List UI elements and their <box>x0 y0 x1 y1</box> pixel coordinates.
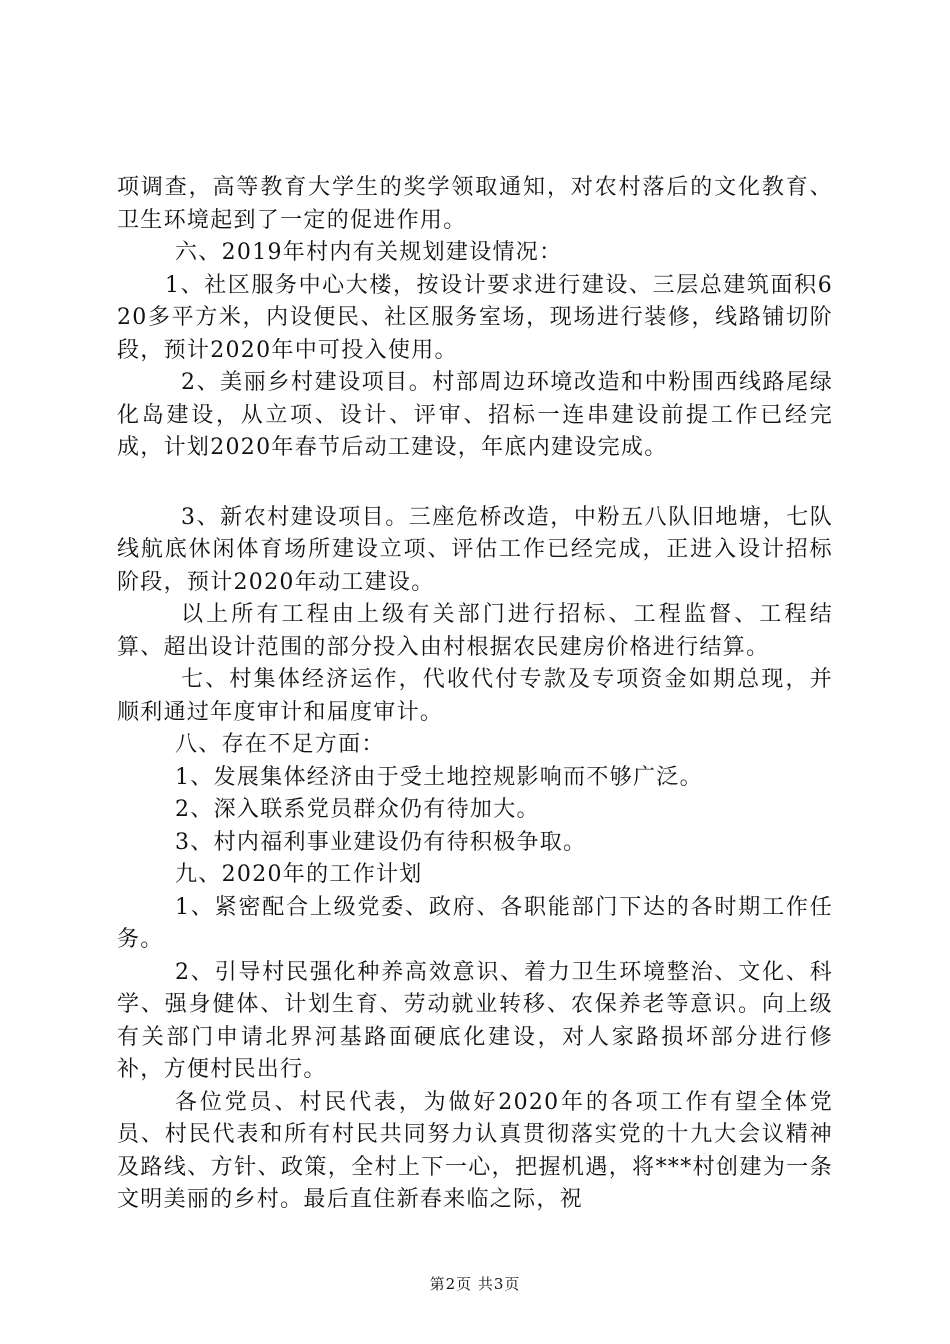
section-heading-shortcomings: 八、存在不足方面： <box>175 732 385 757</box>
section-heading-planning: 六、2019年村内有关规划建设情况： <box>175 240 563 265</box>
paragraph-new-village: 3、新农村建设项目。三座危桥改造，中粉五八队旧地塘，七队线航底休闲体育场所建设立项、评估工作已经完成，正进入设计招标阶段，预计2020年动工建设。 <box>117 504 833 595</box>
list-item-shortcoming-2: 2、深入联系党员群众仍有待加大。 <box>175 797 540 822</box>
paragraph-community-center: 1、社区服务中心大楼，按设计要求进行建设、三层总建筑面积620多平方米，内设便民、社区服务室场，现场进行装修，线路铺切阶段，预计2020年中可投入使用。 <box>117 272 833 363</box>
document-body <box>117 172 833 1217</box>
paragraph-beautiful-village: 2、美丽乡村建设项目。村部周边环境改造和中粉围西线路尾绿化岛建设，从立项、设计、评审、招标一连串建设前提工作已经完成，计划2020年春节后动工建设，年底内建设完成。 <box>117 370 833 460</box>
page-footer: 第2页 共3页 <box>429 1275 521 1293</box>
section-heading-work-plan: 九、2020年的工作计划 <box>175 862 423 887</box>
paragraph-intro-continuation: 项调查，高等教育大学生的奖学领取通知，对农村落后的文化教育、卫生环境起到了一定的促进作用。 <box>117 175 833 233</box>
paragraph-collective-economy: 七、村集体经济运作，代收代付专款及专项资金如期总现，并顺利通过年度审计和届度审计。 <box>117 667 833 725</box>
list-item-shortcoming-1: 1、发展集体经济由于受土地控规影响而不够广泛。 <box>175 764 703 790</box>
list-item-plan-1: 1、紧密配合上级党委、政府、各职能部门下达的各时期工作任务。 <box>117 894 833 952</box>
paragraph-projects-summary: 以上所有工程由上级有关部门进行招标、工程监督、工程结算、超出设计范围的部分投入由村根据农民建房价格进行结算。 <box>117 602 833 660</box>
list-item-plan-2: 2、引导村民强化种养高效意识、着力卫生环境整治、文化、科学、强身健体、计划生育、劳动就业转移、农保养老等意识。向上级有关部门申请北界河基路面硬底化建设，对人家路损坏部分进行修补，方便村民出行。 <box>117 959 833 1082</box>
list-item-shortcoming-3: 3、村内福利事业建设仍有待积极争取。 <box>175 829 587 855</box>
paragraph-closing: 各位党员、村民代表，为做好2020年的各项工作有望全体党员、村民代表和所有村民共同努力认真贯彻落实党的十九大会议精神及路线、方针、政策，全村上下一心，把握机遇，将***村创建为一条文明美丽的乡村。最后直住新春来临之际，祝 <box>117 1089 833 1212</box>
